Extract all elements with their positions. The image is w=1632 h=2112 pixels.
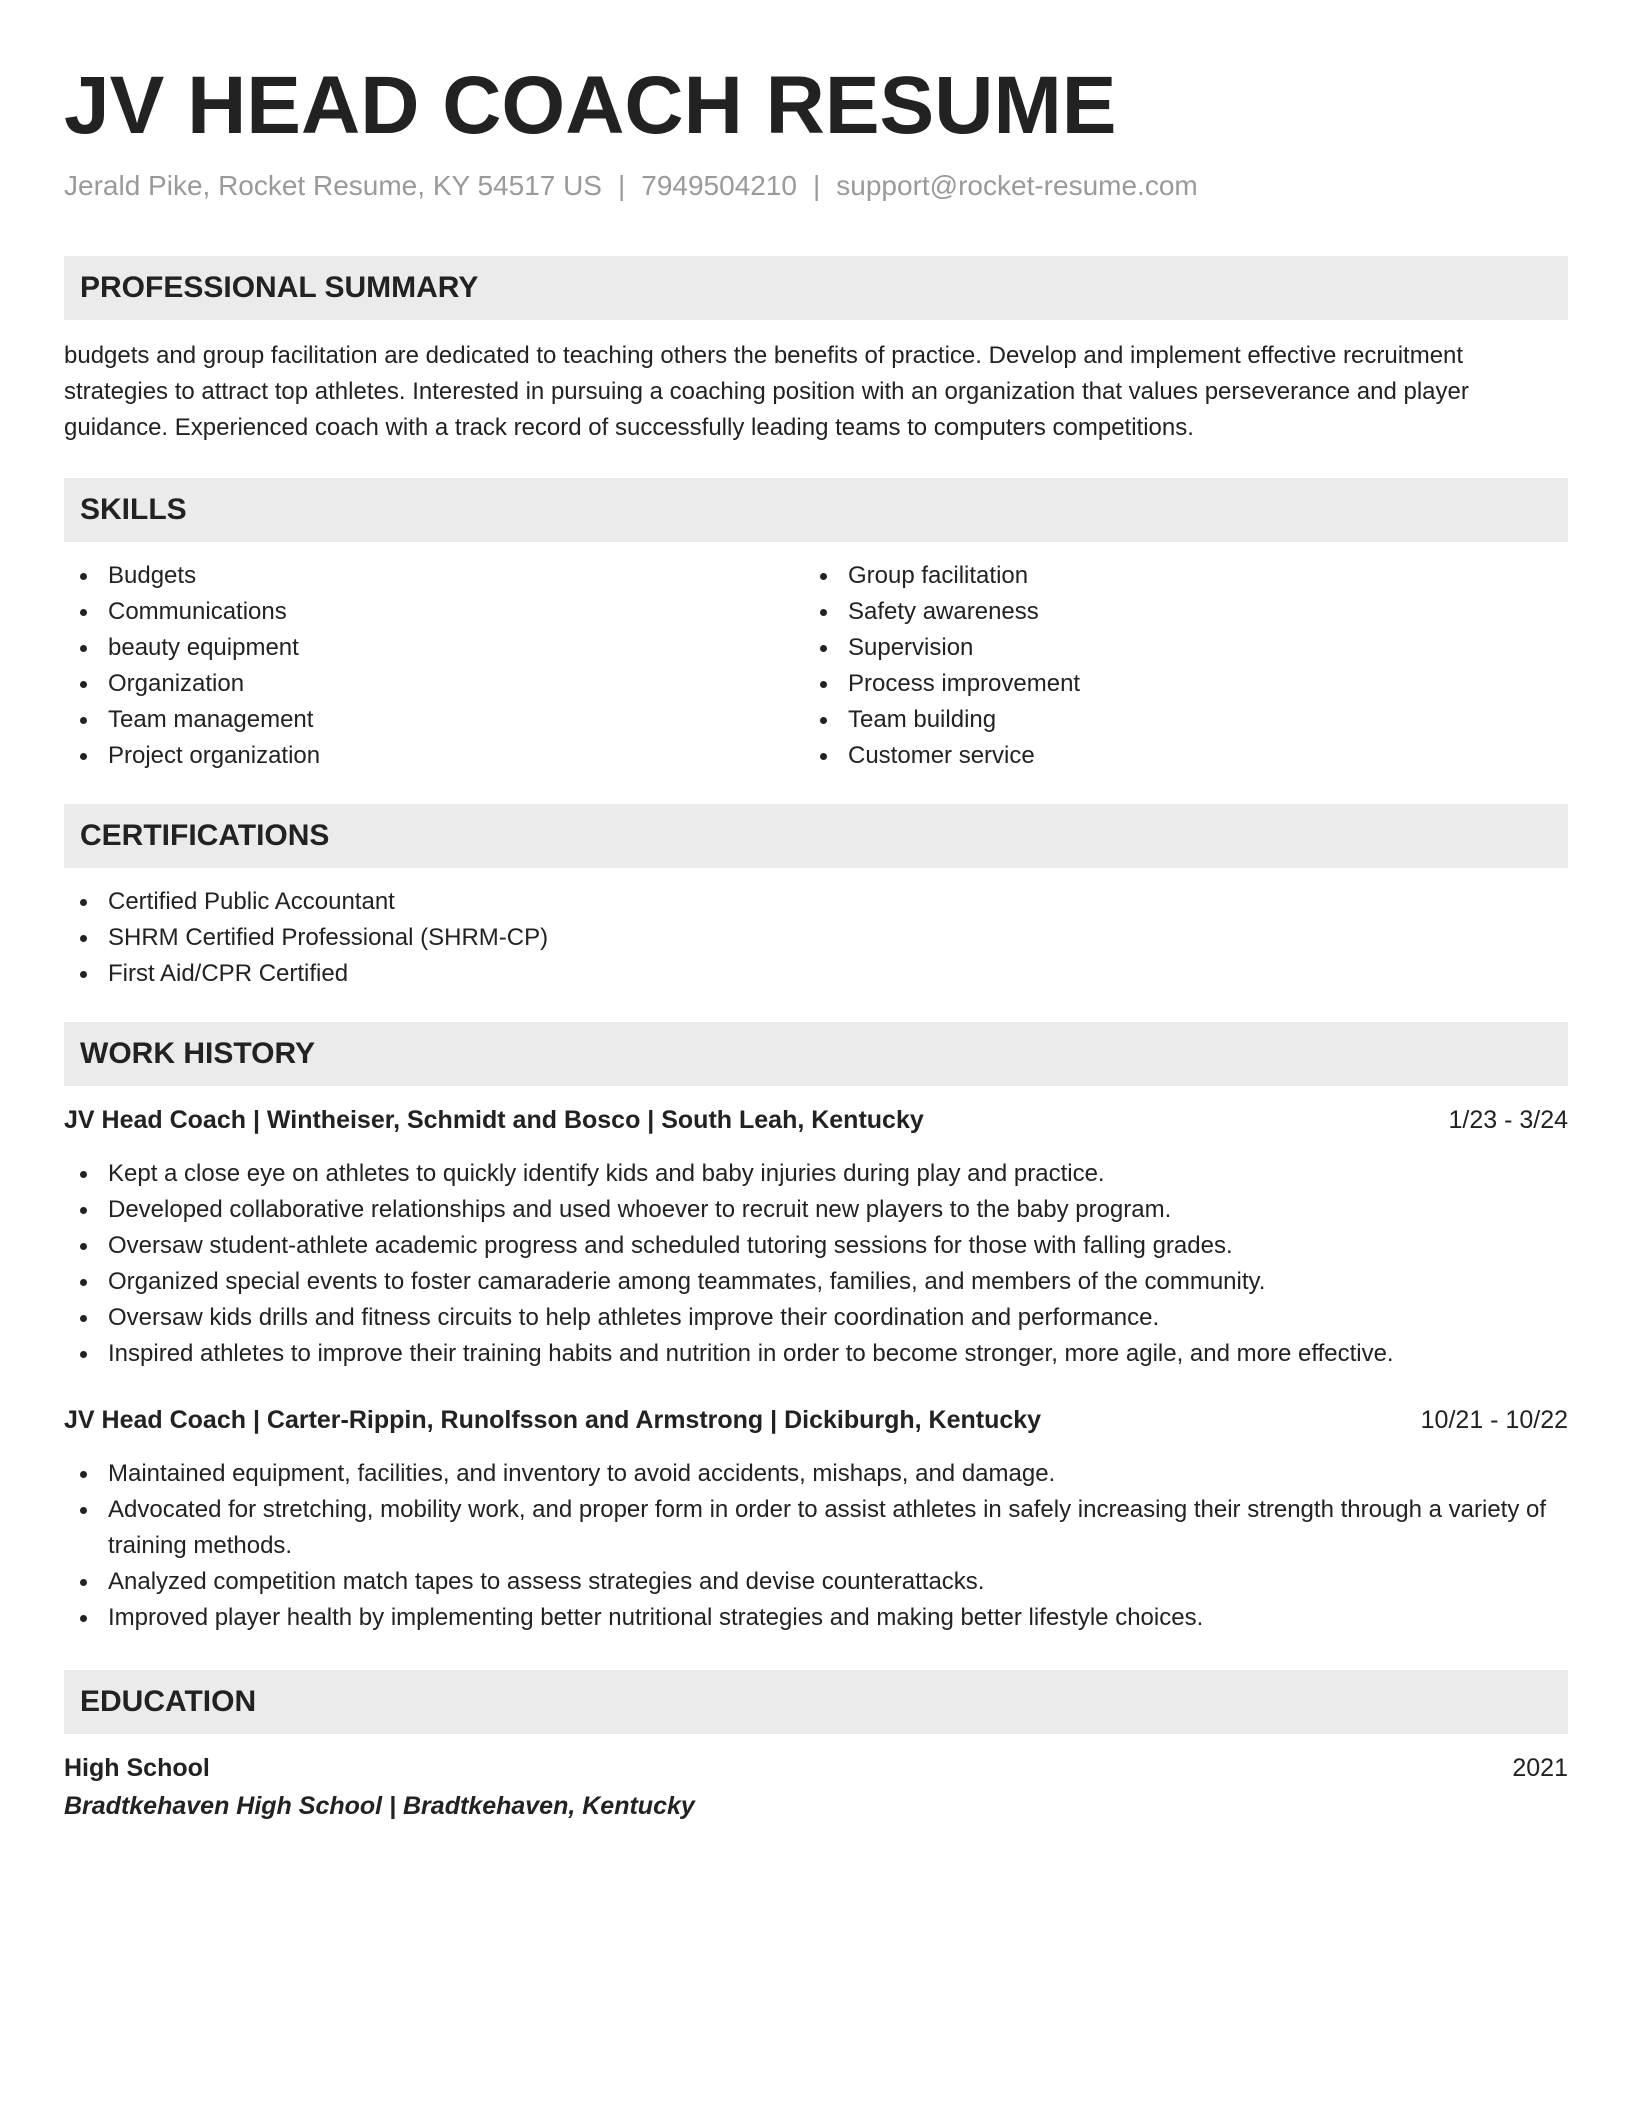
job-bullet: Organized special events to foster camaraderie among teammates, families, and members of the community. <box>64 1264 1568 1300</box>
skills-list-right <box>804 558 1544 774</box>
work-history-section <box>64 1022 1568 1636</box>
education-heading: EDUCATION <box>64 1670 1568 1734</box>
skill-item: Group facilitation <box>804 558 1544 594</box>
job-header <box>64 1402 1568 1438</box>
job-bullets <box>64 1456 1568 1636</box>
contact-separator: | <box>813 170 821 201</box>
job-dates: 1/23 - 3/24 <box>1448 1106 1568 1134</box>
job-bullet: Kept a close eye on athletes to quickly identify kids and baby injuries during play and practice. <box>64 1156 1568 1192</box>
job-header <box>64 1102 1568 1138</box>
skill-item: Communications <box>64 594 804 630</box>
skill-item: Project organization <box>64 738 804 774</box>
certifications-heading: CERTIFICATIONS <box>64 804 1568 868</box>
education-year: 2021 <box>1512 1754 1568 1782</box>
certification-item: SHRM Certified Professional (SHRM-CP) <box>64 920 1568 956</box>
contact-address: Jerald Pike, Rocket Resume, KY 54517 US <box>64 170 602 201</box>
skill-item: Team building <box>804 702 1544 738</box>
job-dates: 10/21 - 10/22 <box>1420 1406 1568 1434</box>
skills-list-left <box>64 558 804 774</box>
skill-item: Team management <box>64 702 804 738</box>
skill-item: Organization <box>64 666 804 702</box>
job-bullet: Inspired athletes to improve their training habits and nutrition in order to become stronger, more agile, and more effective. <box>64 1336 1568 1372</box>
skill-item: Process improvement <box>804 666 1544 702</box>
certification-item: First Aid/CPR Certified <box>64 956 1568 992</box>
summary-text: budgets and group facilitation are dedicated to teaching others the benefits of practice. Develop and implement effective recruitment strategies to attract top athletes. Interested in pursuing a coaching position with an organization that values perseverance and player guidance. Experienced coach with a track record of successfully leading teams to computers competitions. <box>64 342 1469 441</box>
job-bullet: Oversaw kids drills and fitness circuits to help athletes improve their coordination and performance. <box>64 1300 1568 1336</box>
skill-item: Budgets <box>64 558 804 594</box>
summary-heading: PROFESSIONAL SUMMARY <box>64 256 1568 320</box>
contact-email: support@rocket-resume.com <box>836 170 1198 201</box>
job-entry <box>64 1402 1568 1636</box>
education-section <box>64 1670 1568 1824</box>
skill-item: Safety awareness <box>804 594 1544 630</box>
job-title: JV Head Coach | Carter-Rippin, Runolfsson and Armstrong | Dickiburgh, Kentucky <box>64 1406 1042 1434</box>
certifications-list <box>64 884 1568 992</box>
education-degree: High School <box>64 1754 210 1782</box>
skill-item: beauty equipment <box>64 630 804 666</box>
certification-item: Certified Public Accountant <box>64 884 1568 920</box>
job-bullet: Maintained equipment, facilities, and inventory to avoid accidents, mishaps, and damage. <box>64 1456 1568 1492</box>
job-bullets <box>64 1156 1568 1372</box>
contact-line <box>64 168 1568 204</box>
job-entry <box>64 1102 1568 1372</box>
skill-item: Supervision <box>804 630 1544 666</box>
job-bullet: Oversaw student-athlete academic progress and scheduled tutoring sessions for those with falling grades. <box>64 1228 1568 1264</box>
job-bullet: Advocated for stretching, mobility work, and proper form in order to assist athletes in safely increasing their strength through a variety of training methods. <box>64 1492 1568 1564</box>
certifications-section <box>64 804 1568 992</box>
education-school: Bradtkehaven High School | Bradtkehaven, Kentucky <box>64 1792 695 1820</box>
skill-item: Customer service <box>804 738 1544 774</box>
skills-section <box>64 478 1568 774</box>
job-bullet: Improved player health by implementing better nutritional strategies and making better lifestyle choices. <box>64 1600 1568 1636</box>
contact-phone: 7949504210 <box>641 170 797 201</box>
work-history-heading: WORK HISTORY <box>64 1022 1568 1086</box>
skills-grid <box>64 558 1568 774</box>
summary-section <box>64 256 1568 446</box>
job-title: JV Head Coach | Wintheiser, Schmidt and Bosco | South Leah, Kentucky <box>64 1106 924 1134</box>
job-bullet: Analyzed competition match tapes to assess strategies and devise counterattacks. <box>64 1564 1568 1600</box>
resume-title: JV HEAD COACH RESUME <box>64 60 1117 151</box>
skills-heading: SKILLS <box>64 478 1568 542</box>
job-bullet: Developed collaborative relationships and used whoever to recruit new players to the baby program. <box>64 1192 1568 1228</box>
contact-separator: | <box>617 170 626 201</box>
education-header <box>64 1750 1568 1786</box>
